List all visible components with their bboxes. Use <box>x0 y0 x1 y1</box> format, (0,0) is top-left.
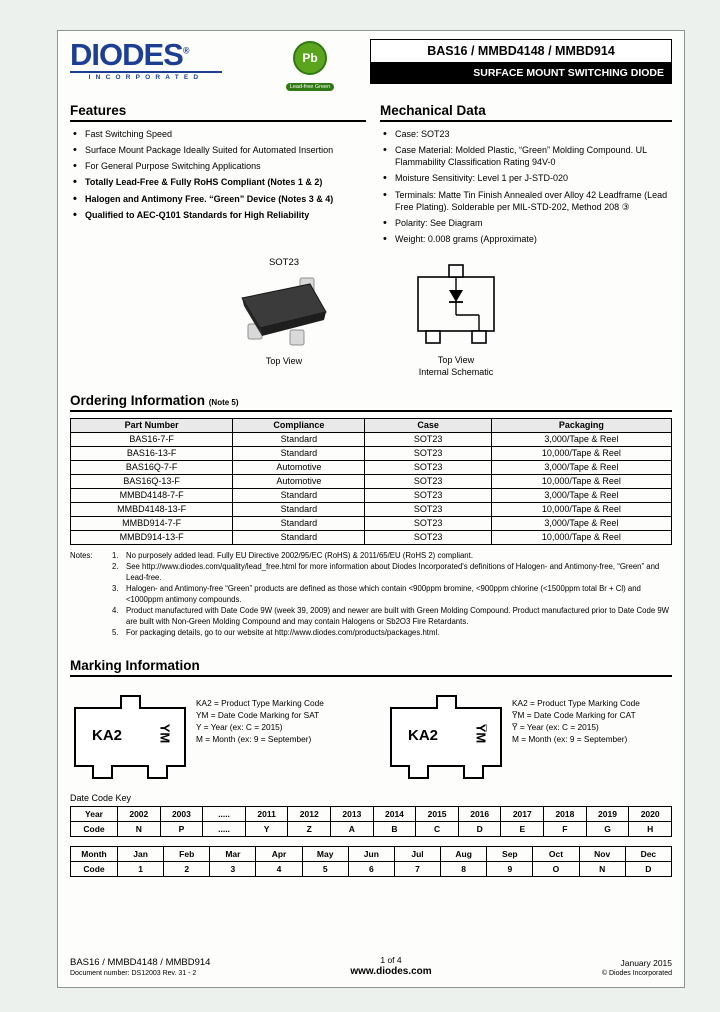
month-header: Month <box>71 846 118 861</box>
year-cell: 2018 <box>544 806 587 821</box>
package-top-view-figure <box>234 257 334 378</box>
cell-compliance: Standard <box>233 516 365 530</box>
marking-legend-line: Y̅ = Year (ex: C = 2015) <box>512 721 599 732</box>
lead-free-badge <box>275 41 345 93</box>
pb-symbol: Pb <box>302 51 318 65</box>
sot23-marking-diagram <box>390 707 502 767</box>
ordering-header-row <box>71 418 672 432</box>
ordering-heading <box>70 393 672 412</box>
table-row <box>71 502 672 516</box>
month-cell: Jun <box>348 846 394 861</box>
code-cell: 5 <box>302 861 348 876</box>
footer-left <box>70 957 310 977</box>
chip-pin-bottom-left <box>408 765 429 779</box>
footer-date: January 2015 <box>620 958 672 968</box>
cell-part-number: MMBD914-13-F <box>71 530 233 544</box>
feature-item: • For General Purpose Switching Applications <box>70 160 366 172</box>
month-cell: Mar <box>210 846 256 861</box>
cell-part-number: MMBD4148-7-F <box>71 488 233 502</box>
logo-subtext: INCORPORATED <box>70 71 222 81</box>
table-row <box>71 460 672 474</box>
note-text: Product manufactured with Date Code 9W (week 39, 2009) and newer are built with Green Molding Compound. Product manufactured prior to Date Code 9W are built with Non-Green Molding Compound and may contain Halogens or Sb2O3 Fire Retardants. <box>126 606 670 626</box>
notes-list <box>112 551 672 640</box>
year-code-row <box>71 821 672 836</box>
code-cell: E <box>501 821 544 836</box>
marking-section <box>70 658 672 877</box>
page-title: BAS16 / MMBD4148 / MMBD914 <box>370 39 672 63</box>
cell-part-number: BAS16-13-F <box>71 446 233 460</box>
diodes-logo <box>70 39 275 81</box>
year-cell: 2016 <box>458 806 501 821</box>
code-cell: N <box>579 861 625 876</box>
logo-text <box>70 39 275 70</box>
mechanical-item: • Weight: 0.008 grams (Approximate) <box>380 233 672 245</box>
internal-schematic-image <box>404 257 508 351</box>
code-cell: B <box>373 821 416 836</box>
chip-pin-bottom-left <box>92 765 113 779</box>
marking-legend-line: M = Month (ex: 9 = September) <box>196 733 312 744</box>
footer-website-link[interactable]: www.diodes.com <box>350 966 432 977</box>
code-cell: 1 <box>118 861 164 876</box>
marking-legend <box>196 697 324 767</box>
marking-legend <box>512 697 640 767</box>
cell-case: SOT23 <box>365 460 491 474</box>
month-cell: Aug <box>441 846 487 861</box>
note-text: No purposely added lead. Fully EU Directive 2002/95/EC (RoHS) & 2011/65/EU (RoHS 2) compliant. <box>126 550 473 560</box>
date-code-key-label: Date Code Key <box>70 792 132 803</box>
note-text: Halogen- and Antimony-free “Green” products are defined as those which contain <900ppm bromine, <900ppm chlorine (<1500ppm total Br + Cl) and <1000ppm antimony compounds. <box>126 584 641 604</box>
cell-packaging: 10,000/Tape & Reel <box>491 474 671 488</box>
feature-item: • Fast Switching Speed <box>70 128 366 140</box>
cell-compliance: Standard <box>233 530 365 544</box>
package-label: SOT23 <box>268 257 300 269</box>
datasheet-page <box>57 30 685 988</box>
cell-packaging: 10,000/Tape & Reel <box>491 530 671 544</box>
month-cell: Dec <box>625 846 671 861</box>
notes-section <box>70 551 672 640</box>
month-code-table <box>70 846 672 877</box>
chip-pin-bottom-right <box>463 765 484 779</box>
ordering-table <box>70 418 672 545</box>
year-cell: 2011 <box>245 806 288 821</box>
column-header: Compliance <box>233 418 365 432</box>
cell-packaging: 3,000/Tape & Reel <box>491 488 671 502</box>
cell-part-number: MMBD914-7-F <box>71 516 233 530</box>
marking-automotive-group <box>390 693 672 767</box>
features-mechanical-section <box>70 103 672 249</box>
marking-legend-line: KA2 = Product Type Marking Code <box>196 697 324 708</box>
year-cell: 2017 <box>501 806 544 821</box>
cell-compliance: Standard <box>233 446 365 460</box>
code-cell: G <box>586 821 629 836</box>
feature-item: • Totally Lead-Free & Fully RoHS Compliant (Notes 1 & 2) <box>70 176 366 188</box>
feature-item: • Qualified to AEC-Q101 Standards for High Reliability <box>70 209 366 221</box>
cell-part-number: MMBD4148-13-F <box>71 502 233 516</box>
cell-part-number: BAS16-7-F <box>71 432 233 446</box>
cell-compliance: Standard <box>233 488 365 502</box>
code-cell: F <box>544 821 587 836</box>
footer-right <box>472 958 672 977</box>
chip-marking-code: KA2 <box>92 726 123 744</box>
column-header: Case <box>365 418 491 432</box>
year-cell: 2014 <box>373 806 416 821</box>
month-cell: Feb <box>164 846 210 861</box>
code-header: Code <box>71 861 118 876</box>
pb-caption: Lead-free Green <box>286 83 334 91</box>
marking-legend-line: Y = Year (ex: C = 2015) <box>196 721 283 732</box>
marking-legend-line: YM = Date Code Marking for SAT <box>196 709 320 720</box>
note-item <box>112 551 672 562</box>
top-view-caption: Top View <box>265 356 303 367</box>
footer-page-number: 1 of 4 <box>380 955 402 965</box>
mechanical-item: • Moisture Sensitivity: Level 1 per J-STD-020 <box>380 172 672 184</box>
cell-packaging: 3,000/Tape & Reel <box>491 432 671 446</box>
code-cell: P <box>160 821 203 836</box>
chip-date-code: YM <box>156 723 172 743</box>
features-heading: Features <box>70 103 366 122</box>
month-cell: Apr <box>256 846 302 861</box>
schematic-caption <box>404 355 508 378</box>
table-row <box>71 446 672 460</box>
month-cell: Jul <box>394 846 440 861</box>
code-cell: ..... <box>203 821 246 836</box>
note-number: 3. <box>112 584 119 594</box>
year-cell: 2019 <box>586 806 629 821</box>
title-box <box>370 39 672 84</box>
ordering-heading-text: Ordering Information <box>70 392 205 408</box>
year-cell: 2003 <box>160 806 203 821</box>
features-column <box>70 103 366 249</box>
page-subtitle: SURFACE MOUNT SWITCHING DIODE <box>370 63 672 84</box>
chip-date-code: Y̅M <box>472 723 488 743</box>
table-row <box>71 432 672 446</box>
note-number: 4. <box>112 606 119 616</box>
marking-diagrams <box>74 693 672 767</box>
header <box>70 39 672 93</box>
cell-packaging: 10,000/Tape & Reel <box>491 502 671 516</box>
note-text: For packaging details, go to our website at http://www.diodes.com/products/packages.html. <box>126 628 440 638</box>
code-cell: 4 <box>256 861 302 876</box>
internal-schematic-figure <box>404 257 508 378</box>
mechanical-column <box>380 103 672 249</box>
cell-case: SOT23 <box>365 446 491 460</box>
code-cell: 9 <box>487 861 533 876</box>
marking-standard-group <box>74 693 356 767</box>
cell-compliance: Standard <box>233 502 365 516</box>
code-cell: Y <box>245 821 288 836</box>
year-cell: 2013 <box>331 806 374 821</box>
schematic-caption-line1: Top View <box>437 355 475 366</box>
code-cell: C <box>416 821 459 836</box>
code-cell: D <box>625 861 671 876</box>
cell-case: SOT23 <box>365 502 491 516</box>
month-cell: Jan <box>118 846 164 861</box>
ordering-heading-note: (Note 5) <box>208 397 239 407</box>
footer-copyright: © Diodes Incorporated <box>601 970 672 977</box>
note-text: See http://www.diodes.com/quality/lead_free.html for more information about Diodes Incorporated's definitions of Halogen- and Antimony-free, “Green” and Lead-free. <box>126 562 660 582</box>
cell-packaging: 3,000/Tape & Reel <box>491 516 671 530</box>
year-cell: 2002 <box>118 806 161 821</box>
logo-wordmark: DIODES <box>70 37 183 72</box>
cell-compliance: Automotive <box>233 460 365 474</box>
cell-case: SOT23 <box>365 488 491 502</box>
code-cell: 8 <box>441 861 487 876</box>
cell-compliance: Automotive <box>233 474 365 488</box>
code-cell: N <box>118 821 161 836</box>
code-cell: A <box>331 821 374 836</box>
note-number: 1. <box>112 550 119 560</box>
note-number: 5. <box>112 628 119 638</box>
code-cell: O <box>533 861 579 876</box>
year-cell: 2020 <box>629 806 672 821</box>
year-header: Year <box>71 806 118 821</box>
year-code-table <box>70 806 672 837</box>
marking-legend-line: KA2 = Product Type Marking Code <box>512 697 640 708</box>
code-cell: H <box>629 821 672 836</box>
cell-packaging: 10,000/Tape & Reel <box>491 446 671 460</box>
package-figures <box>70 257 672 378</box>
cell-case: SOT23 <box>365 530 491 544</box>
note-item <box>112 562 672 583</box>
month-cell: Sep <box>487 846 533 861</box>
sot23-marking-diagram <box>74 707 186 767</box>
notes-label: Notes: <box>70 550 93 560</box>
code-cell: Z <box>288 821 331 836</box>
code-cell: D <box>458 821 501 836</box>
cell-case: SOT23 <box>365 474 491 488</box>
column-header: Packaging <box>491 418 671 432</box>
column-header: Part Number <box>71 418 233 432</box>
table-row <box>71 488 672 502</box>
registered-mark: ® <box>182 45 190 56</box>
code-cell: 3 <box>210 861 256 876</box>
year-cell: 2015 <box>416 806 459 821</box>
mechanical-item: • Case: SOT23 <box>380 128 672 140</box>
schematic-caption-line2: Internal Schematic <box>418 366 494 377</box>
cell-case: SOT23 <box>365 432 491 446</box>
chip-pin-top <box>120 695 141 709</box>
month-cell: Nov <box>579 846 625 861</box>
table-row <box>71 516 672 530</box>
month-row <box>71 846 672 861</box>
marking-legend-line: Y̅M = Date Code Marking for CAT <box>512 709 636 720</box>
note-item <box>112 584 672 605</box>
code-cell: 2 <box>164 861 210 876</box>
note-item <box>112 628 672 639</box>
feature-item: • Surface Mount Package Ideally Suited for Automated Insertion <box>70 144 366 156</box>
pb-free-icon <box>293 41 327 75</box>
feature-item: • Halogen and Antimony Free. “Green” Device (Notes 3 & 4) <box>70 193 366 205</box>
mechanical-item: • Polarity: See Diagram <box>380 217 672 229</box>
table-row <box>71 474 672 488</box>
chip-pin-top <box>436 695 457 709</box>
mechanical-data-heading: Mechanical Data <box>380 103 672 122</box>
cell-compliance: Standard <box>233 432 365 446</box>
chip-pin-bottom-right <box>147 765 168 779</box>
mechanical-list <box>380 128 672 245</box>
mechanical-item: • Case Material: Molded Plastic, “Green” Molding Compound. UL Flammability Classification Rating 94V-0 <box>380 144 672 168</box>
code-header: Code <box>71 821 118 836</box>
footer-document-number: Document number: DS12003 Rev. 31 - 2 <box>70 970 197 977</box>
code-cell: 6 <box>348 861 394 876</box>
cell-part-number: BAS16Q-13-F <box>71 474 233 488</box>
year-row <box>71 806 672 821</box>
year-cell: 2012 <box>288 806 331 821</box>
code-cell: 7 <box>394 861 440 876</box>
chip-marking-code: KA2 <box>408 726 439 744</box>
page-footer <box>70 955 672 977</box>
cell-packaging: 3,000/Tape & Reel <box>491 460 671 474</box>
marking-legend-line: M = Month (ex: 9 = September) <box>512 733 628 744</box>
cell-case: SOT23 <box>365 516 491 530</box>
year-cell: ..... <box>203 806 246 821</box>
table-row <box>71 530 672 544</box>
marking-heading: Marking Information <box>70 658 672 677</box>
footer-center <box>310 955 472 977</box>
features-list <box>70 128 366 221</box>
note-number: 2. <box>112 562 119 572</box>
note-item <box>112 606 672 627</box>
sot23-package-image <box>234 270 334 352</box>
mechanical-item: • Terminals: Matte Tin Finish Annealed over Alloy 42 Leadframe (Lead Free Plating). Solderable per MIL-STD-202, Method 208 ③ <box>380 189 672 213</box>
month-cell: Oct <box>533 846 579 861</box>
cell-part-number: BAS16Q-7-F <box>71 460 233 474</box>
month-code-row <box>71 861 672 876</box>
month-cell: May <box>302 846 348 861</box>
footer-product-name: BAS16 / MMBD4148 / MMBD914 <box>70 957 211 968</box>
